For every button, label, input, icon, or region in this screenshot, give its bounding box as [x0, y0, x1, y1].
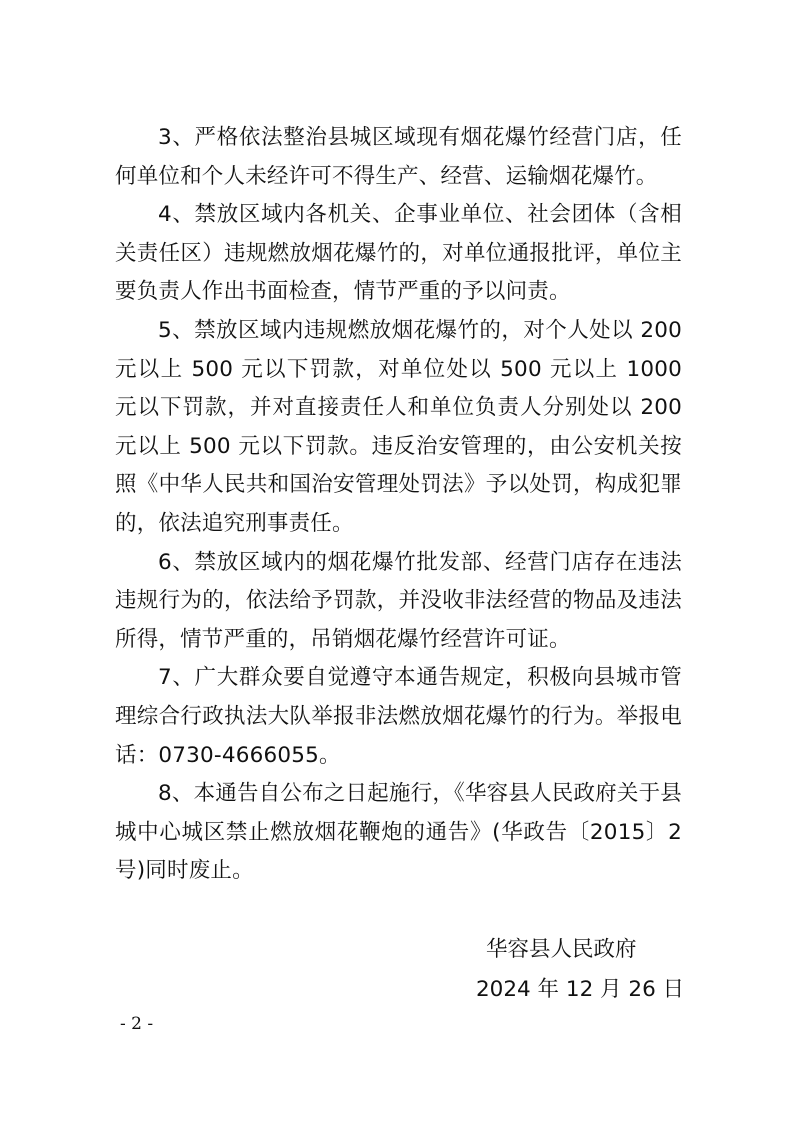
clause-8: 8、本通告自公布之日起施行，《华容县人民政府关于县城中心城区禁止燃放烟花鞭炮的通告》(华政告〔2015〕2 号)同时废止。 — [115, 781, 682, 884]
clause-5: 5、禁放区域内违规燃放烟花爆竹的，对个人处以 200 元以上 500 元以下罚款，对单位处以 500 元以上 1000 元以下罚款，并对直接责任人和单位负责人分别处以 200 元以上 500 元以下罚款。违反治安管理的，由公安机关按照《中华人民共和国治安管理处罚法》予以处罚，构成犯罪的，依法追究刑事责任。 — [115, 317, 682, 536]
issuing-organization: 华容县人民政府 — [486, 937, 637, 962]
issue-date: 2024 年 12 月 26 日 — [476, 977, 685, 1002]
notice-body — [115, 119, 682, 891]
clause-7: 7、广大群众要自觉遵守本通告规定，积极向县城市管理综合行政执法大队举报非法燃放烟花爆竹的行为。举报电话：0730-4666055。 — [115, 665, 682, 768]
clause-3: 3、严格依法整治县城区域现有烟花爆竹经营门店，任何单位和个人未经许可不得生产、经营、运输烟花爆竹。 — [115, 125, 682, 189]
clause-4: 4、禁放区域内各机关、企事业单位、社会团体（含相关责任区）违规燃放烟花爆竹的，对单位通报批评，单位主要负责人作出书面检查，情节严重的予以问责。 — [115, 202, 682, 305]
clause-6: 6、禁放区域内的烟花爆竹批发部、经营门店存在违法违规行为的，依法给予罚款，并没收非法经营的物品及违法所得，情节严重的，吊销烟花爆竹经营许可证。 — [115, 549, 682, 652]
page-number: - 2 - — [120, 1014, 154, 1034]
